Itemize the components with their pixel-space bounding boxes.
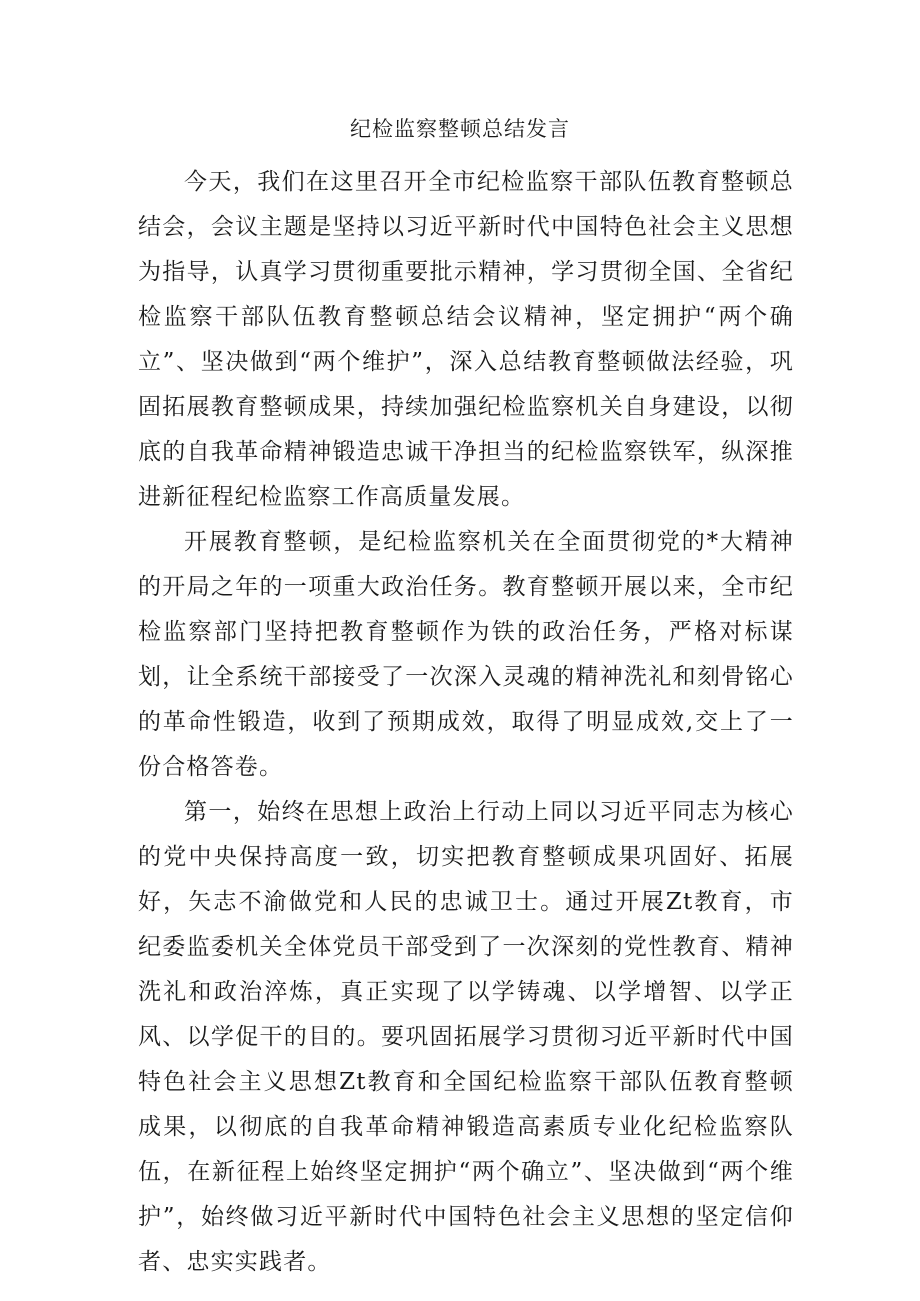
document-title: 纪检监察整顿总结发言 [350, 117, 570, 141]
paragraph-first-point: 第一，始终在思想上政治上行动上同以习近平同志为核心的党中央保持高度一致，切实把教育整顿成果巩固好、拓展好，矢志不渝做党和人民的忠诚卫士。通过开展Zt教育，市纪委监委机关全体党员干部受到了一次深刻的党性教育、精神洗礼和政治淬炼，真正实现了以学铸魂、以学增智、以学正风、以学促干的目的。要巩固拓展学习贯彻习近平新时代中国特色社会主义思想Zt教育和全国纪检监察干部队伍教育整顿成果，以彻底的自我革命精神锻造高素质专业化纪检监察队伍，在新征程上始终坚定拥护“两个确立”、坚决做到“两个维护”，始终做习近平新时代中国特色社会主义思想的坚定信仰者、忠实实践者。 [138, 799, 794, 1275]
document-body [138, 160, 794, 1285]
paragraph-education-rectification: 开展教育整顿，是纪检监察机关在全面贯彻党的*大精神的开局之年的一项重大政治任务。教育整顿开展以来，全市纪检监察部门坚持把教育整顿作为铁的政治任务，严格对标谋划，让全系统干部接受了一次深入灵魂的精神洗礼和刻骨铭心的革命性锻造，收到了预期成效，取得了明显成效,交上了一份合格答卷。 [138, 529, 794, 780]
paragraph-opening: 今天，我们在这里召开全市纪检监察干部队伍教育整顿总结会，会议主题是坚持以习近平新时代中国特色社会主义思想为指导，认真学习贯彻重要批示精神，学习贯彻全国、全省纪检监察干部队伍教育整顿总结会议精神，坚定拥护“两个确立”、坚决做到“两个维护”，深入总结教育整顿做法经验，巩固拓展教育整顿成果，持续加强纪检监察机关自身建设，以彻底的自我革命精神锻造忠诚干净担当的纪检监察铁军，纵深推进新征程纪检监察工作高质量发展。 [138, 169, 794, 510]
